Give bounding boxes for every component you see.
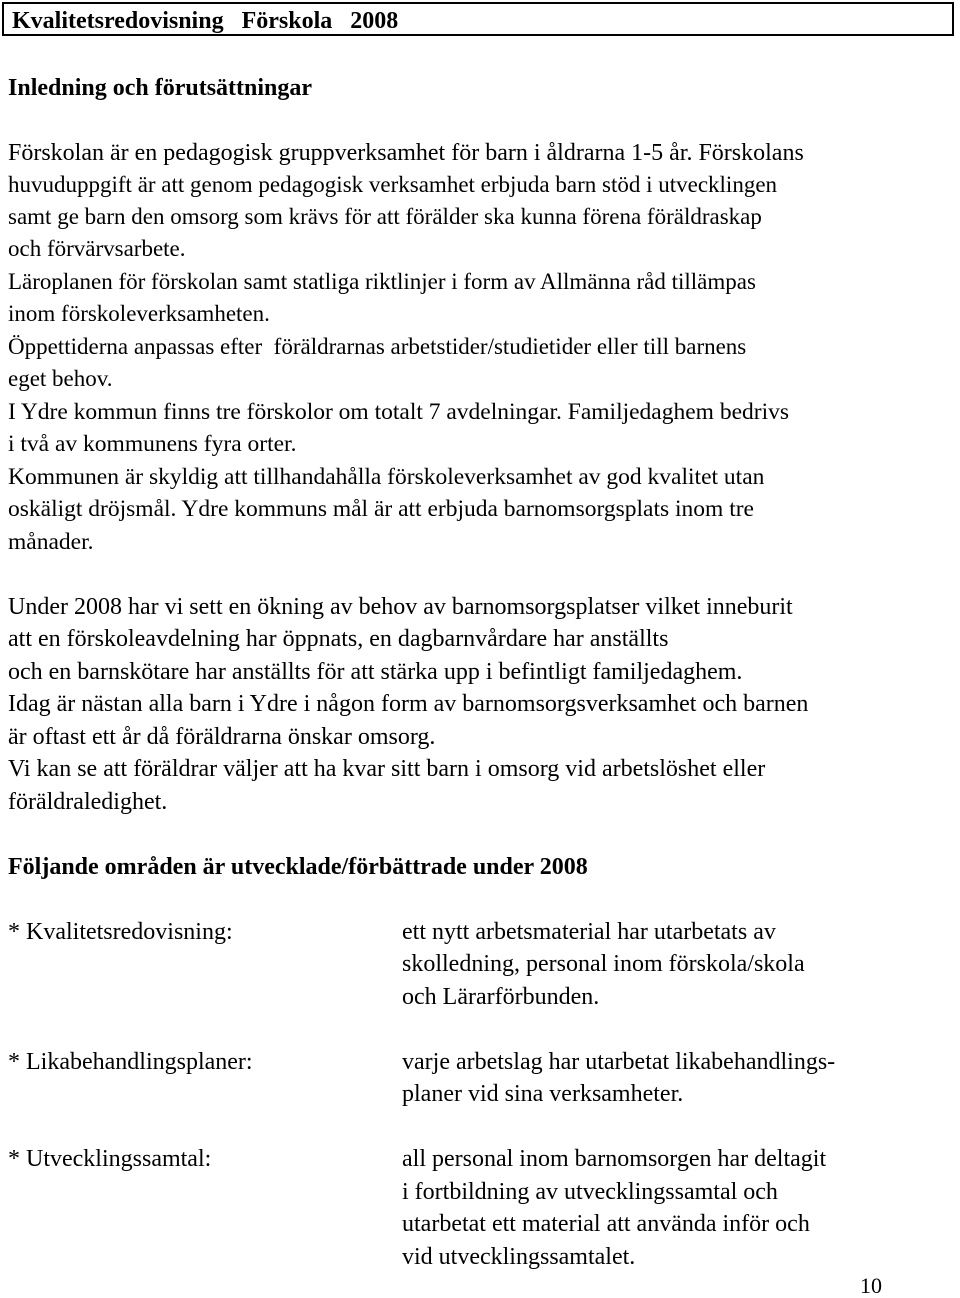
area-desc-line: ett nytt arbetsmaterial har utarbetats av — [402, 919, 776, 945]
intro-line: Läroplanen för förskolan samt statliga riktlinjer i form av Allmänna råd tillämpas — [8, 269, 756, 294]
area-desc-line: all personal inom barnomsorgen har deltagit — [402, 1146, 827, 1172]
area-desc-line: vid utvecklingssamtalet. — [402, 1244, 636, 1270]
intro-line: Öppettiderna anpassas efter föräldrarnas arbetstider/studietider eller till barnens — [8, 334, 747, 359]
intro-line: oskäligt dröjsmål. Ydre kommuns mål är att erbjuda barnomsorgsplats inom tre — [8, 496, 754, 522]
area-desc-line: planer vid sina verksamheter. — [402, 1081, 684, 1107]
area-desc-line: utarbetat ett material att använda inför och — [402, 1211, 810, 1237]
area-desc-line: i fortbildning av utvecklingssamtal och — [402, 1179, 778, 1205]
intro-line: samt ge barn den omsorg som krävs för att förälder ska kunna förena föräldraskap — [8, 204, 762, 229]
area-desc-line: skolledning, personal inom förskola/skola — [402, 951, 805, 977]
development-line: är oftast ett år då föräldrarna önskar omsorg. — [8, 724, 436, 750]
intro-line: Kommunen är skyldig att tillhandahålla förskoleverksamhet av god kvalitet utan — [8, 464, 765, 490]
intro-line: inom förskoleverksamheten. — [8, 301, 270, 326]
section-heading-intro: Inledning och förutsättningar — [8, 75, 313, 101]
area-desc-line: varje arbetslag har utarbetat likabehandlings- — [402, 1049, 836, 1075]
intro-line: och förvärvsarbete. — [8, 236, 186, 261]
area-desc-line: och Lärarförbunden. — [402, 984, 600, 1010]
development-line: och en barnskötare har anställts för att stärka upp i befintligt familjedaghem. — [8, 659, 743, 685]
development-line: Idag är nästan alla barn i Ydre i någon form av barnomsorgsverksamhet och barnen — [8, 691, 809, 717]
intro-line: huvuduppgift är att genom pedagogisk verksamhet erbjuda barn stöd i utvecklingen — [8, 172, 778, 197]
development-line: Under 2008 har vi sett en ökning av behov av barnomsorgsplatser vilket inneburit — [8, 594, 793, 620]
document-title: Kvalitetsredovisning Förskola 2008 — [12, 8, 399, 34]
area-label-likabehandlingsplaner: * Likabehandlingsplaner: — [8, 1049, 253, 1075]
area-label-utvecklingssamtal: * Utvecklingssamtal: — [8, 1146, 212, 1172]
development-line: Vi kan se att föräldrar väljer att ha kvar sitt barn i omsorg vid arbetslöshet eller — [8, 756, 766, 782]
document-header — [2, 2, 954, 36]
area-label-kvalitetsredovisning: * Kvalitetsredovisning: — [8, 919, 233, 945]
page-number: 10 — [860, 1273, 882, 1298]
intro-line: i två av kommunens fyra orter. — [8, 431, 297, 457]
development-line: föräldraledighet. — [8, 789, 168, 815]
section-heading-areas: Följande områden är utvecklade/förbättrade under 2008 — [8, 854, 588, 880]
intro-line: månader. — [8, 529, 94, 555]
intro-line: Förskolan är en pedagogisk gruppverksamhet för barn i åldrarna 1-5 år. Förskolans — [8, 140, 804, 166]
intro-line: eget behov. — [8, 366, 113, 391]
intro-line: I Ydre kommun finns tre förskolor om totalt 7 avdelningar. Familjedaghem bedrivs — [8, 399, 789, 425]
development-line: att en förskoleavdelning har öppnats, en dagbarnvårdare har anställts — [8, 626, 669, 652]
